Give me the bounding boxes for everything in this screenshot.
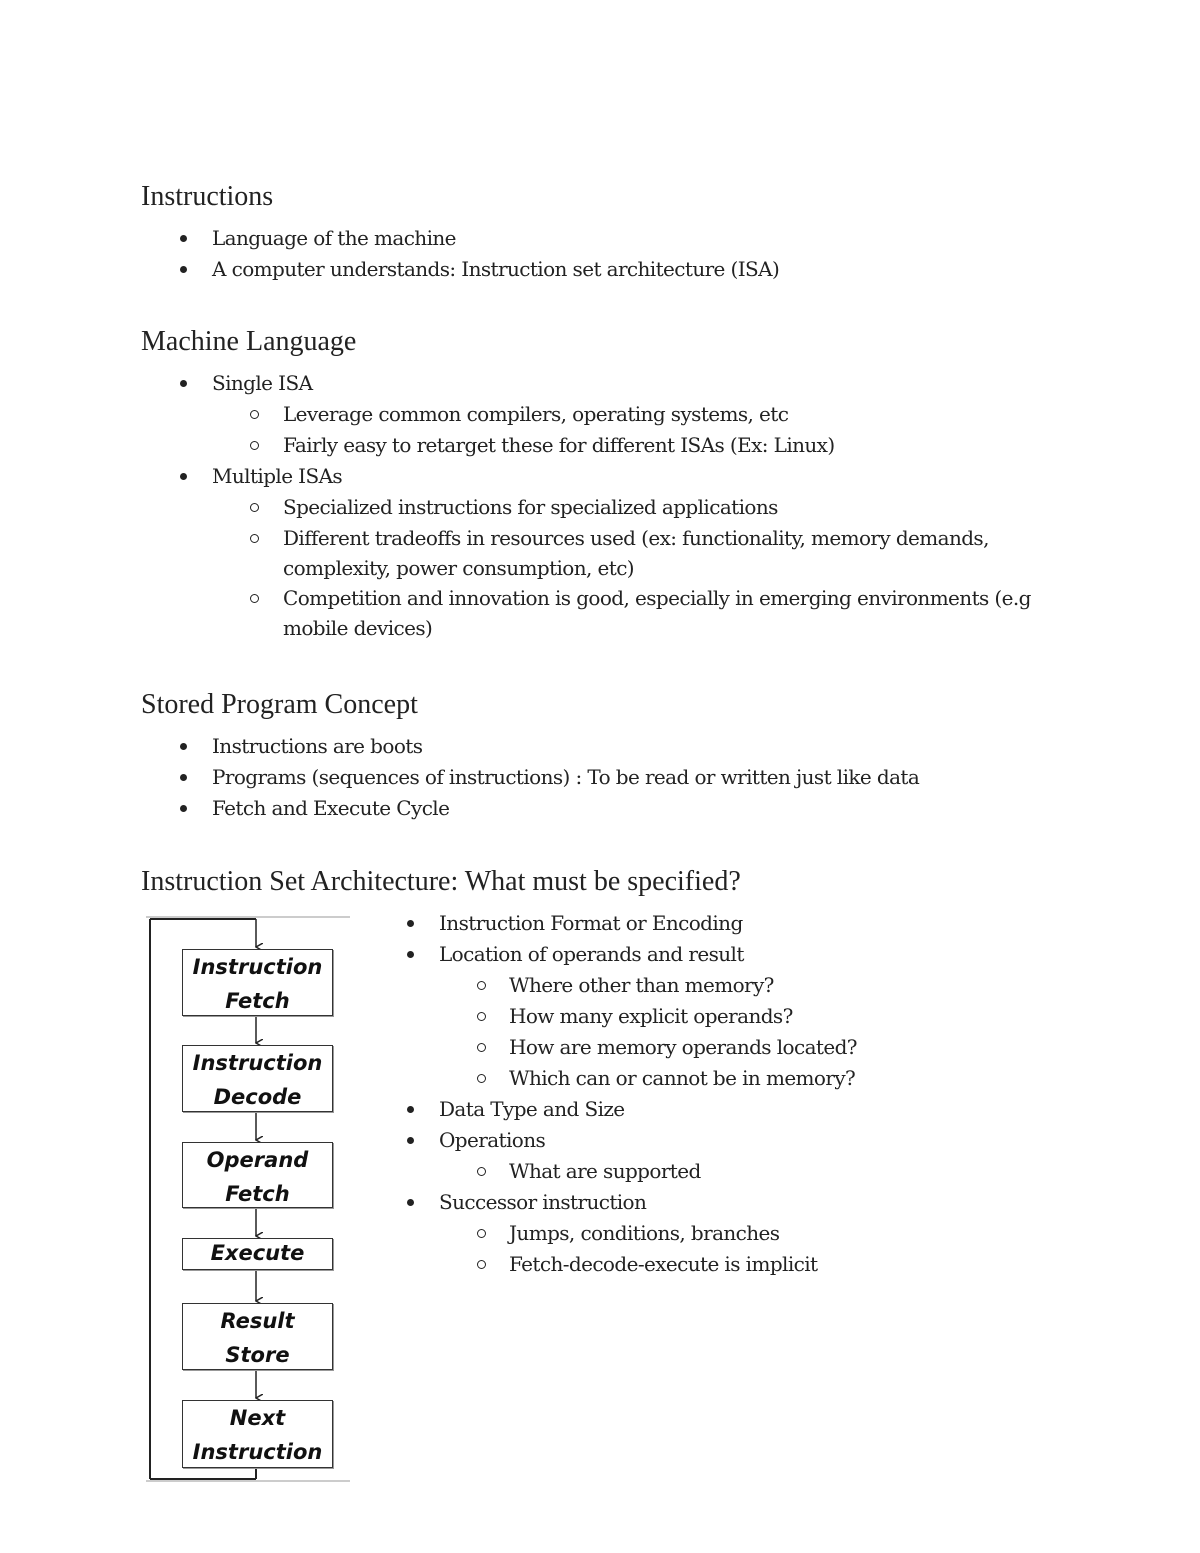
- step-instruction-fetch: Instruction Fetch: [182, 949, 333, 1016]
- list-item: Instructions are boots: [141, 731, 919, 762]
- hollow-bullet-icon: [477, 1074, 486, 1083]
- hollow-bullet-icon: [477, 1043, 486, 1052]
- hollow-bullet-icon: [250, 441, 259, 450]
- hollow-bullet-icon: [250, 503, 259, 512]
- hollow-bullet-icon: [477, 1260, 486, 1269]
- stored-program-list: [141, 731, 919, 824]
- step-next-instruction: Next Instruction: [182, 1400, 333, 1468]
- hollow-bullet-icon: [477, 1167, 486, 1176]
- isa-list: [141, 908, 857, 1280]
- list-item: Different tradeoffs in resources used (ex: functionality, memory demands, complexity, power consumption, etc): [141, 523, 1043, 583]
- list-item: Competition and innovation is good, especially in emerging environments (e.g mobile devices): [141, 583, 1043, 643]
- bullet-icon: [180, 380, 187, 387]
- hollow-bullet-icon: [250, 534, 259, 543]
- bullet-icon: [180, 235, 187, 242]
- heading-machine-language: Machine Language: [141, 326, 357, 357]
- list-item: Operations: [141, 1125, 857, 1156]
- list-item: Multiple ISAs: [141, 461, 1043, 492]
- step-execute: Execute: [182, 1238, 333, 1270]
- bullet-icon: [180, 743, 187, 750]
- list-item: Data Type and Size: [141, 1094, 857, 1125]
- list-item: Specialized instructions for specialized applications: [141, 492, 1043, 523]
- list-item: Location of operands and result: [141, 939, 857, 970]
- bullet-icon: [180, 473, 187, 480]
- bullet-icon: [180, 805, 187, 812]
- bullet-icon: [180, 774, 187, 781]
- list-item: Fetch-decode-execute is implicit: [141, 1249, 857, 1280]
- list-item: Programs (sequences of instructions) : To be read or written just like data: [141, 762, 919, 793]
- hollow-bullet-icon: [250, 594, 259, 603]
- hollow-bullet-icon: [477, 981, 486, 990]
- list-item: Leverage common compilers, operating systems, etc: [141, 399, 1043, 430]
- hollow-bullet-icon: [250, 410, 259, 419]
- list-item: Instruction Format or Encoding: [141, 908, 857, 939]
- heading-isa: Instruction Set Architecture: What must be specified?: [141, 866, 741, 897]
- bullet-icon: [407, 1199, 414, 1206]
- machine-language-list: [141, 368, 1043, 643]
- list-item: Successor instruction: [141, 1187, 857, 1218]
- list-item: What are supported: [141, 1156, 857, 1187]
- list-item: Where other than memory?: [141, 970, 857, 1001]
- hollow-bullet-icon: [477, 1012, 486, 1021]
- bullet-icon: [407, 1106, 414, 1113]
- step-instruction-decode: Instruction Decode: [182, 1045, 333, 1112]
- list-item: How many explicit operands?: [141, 1001, 857, 1032]
- heading-stored-program: Stored Program Concept: [141, 689, 418, 720]
- step-result-store: Result Store: [182, 1303, 333, 1370]
- bullet-icon: [407, 951, 414, 958]
- bullet-icon: [407, 920, 414, 927]
- list-item: How are memory operands located?: [141, 1032, 857, 1063]
- list-item: Jumps, conditions, branches: [141, 1218, 857, 1249]
- heading-instructions: Instructions: [141, 181, 274, 212]
- list-item: Which can or cannot be in memory?: [141, 1063, 857, 1094]
- bullet-icon: [407, 1137, 414, 1144]
- step-operand-fetch: Operand Fetch: [182, 1142, 333, 1208]
- hollow-bullet-icon: [477, 1229, 486, 1238]
- instructions-list: [141, 223, 779, 285]
- list-item: A computer understands: Instruction set architecture (ISA): [141, 254, 779, 285]
- bullet-icon: [180, 266, 187, 273]
- list-item: Fetch and Execute Cycle: [141, 793, 919, 824]
- list-item: Single ISA: [141, 368, 1043, 399]
- list-item: Fairly easy to retarget these for different ISAs (Ex: Linux): [141, 430, 1043, 461]
- list-item: Language of the machine: [141, 223, 779, 254]
